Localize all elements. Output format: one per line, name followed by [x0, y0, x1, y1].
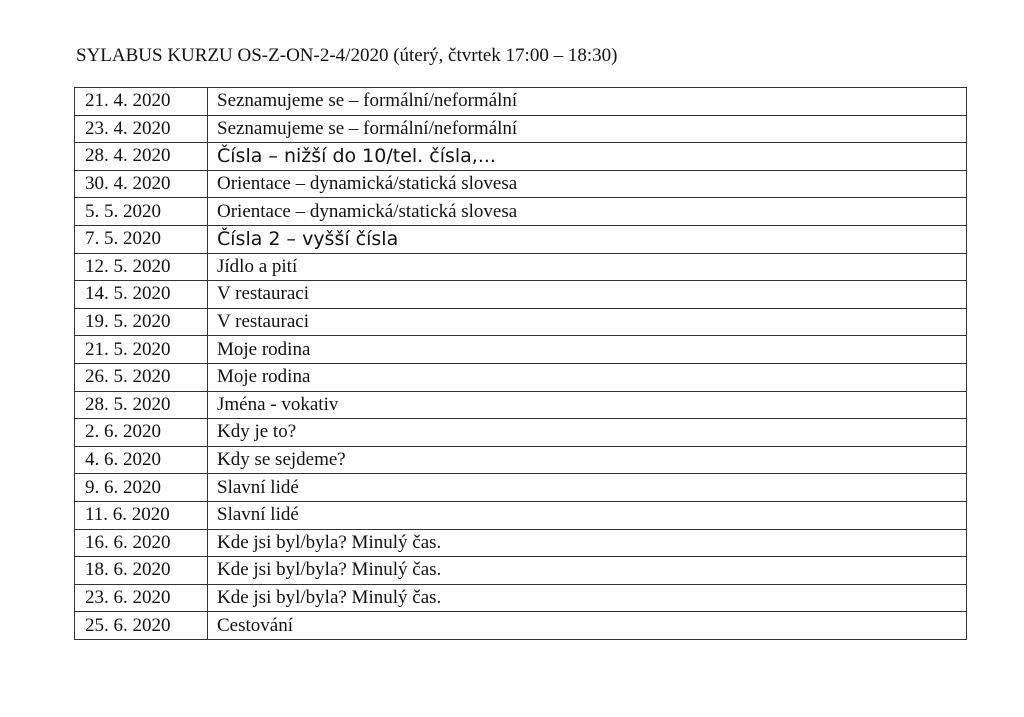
table-row: [75, 88, 967, 116]
session-topic: V restauraci: [208, 281, 967, 309]
table-row: [75, 336, 967, 364]
session-date: 12. 5. 2020: [75, 253, 208, 281]
table-row: [75, 391, 967, 419]
session-date: 16. 6. 2020: [75, 529, 208, 557]
session-date: 5. 5. 2020: [75, 198, 208, 226]
session-topic: Seznamujeme se – formální/neformální: [208, 115, 967, 143]
session-date: 30. 4. 2020: [75, 170, 208, 198]
table-row: [75, 363, 967, 391]
session-date: 14. 5. 2020: [75, 281, 208, 309]
page-title: SYLABUS KURZU OS-Z-ON-2-4/2020 (úterý, čtvrtek 17:00 – 18:30): [76, 45, 618, 66]
table-row: [75, 225, 967, 253]
table-row: [75, 557, 967, 585]
session-date: 19. 5. 2020: [75, 308, 208, 336]
session-topic: Kde jsi byl/byla? Minulý čas.: [208, 584, 967, 612]
session-date: 21. 4. 2020: [75, 88, 208, 116]
table-row: [75, 501, 967, 529]
session-date: 28. 4. 2020: [75, 143, 208, 171]
table-row: [75, 281, 967, 309]
session-topic: V restauraci: [208, 308, 967, 336]
session-topic: Orientace – dynamická/statická slovesa: [208, 170, 967, 198]
table-row: [75, 253, 967, 281]
session-topic: Čísla – nižší do 10/tel. čísla,...: [208, 143, 967, 171]
session-date: 28. 5. 2020: [75, 391, 208, 419]
table-row: [75, 584, 967, 612]
syllabus-table: [74, 87, 967, 640]
table-row: [75, 170, 967, 198]
session-date: 2. 6. 2020: [75, 419, 208, 447]
session-date: 23. 6. 2020: [75, 584, 208, 612]
table-row: [75, 529, 967, 557]
session-date: 25. 6. 2020: [75, 612, 208, 640]
session-topic: Moje rodina: [208, 363, 967, 391]
session-topic: Cestování: [208, 612, 967, 640]
session-date: 26. 5. 2020: [75, 363, 208, 391]
session-topic: Kdy se sejdeme?: [208, 446, 967, 474]
session-date: 23. 4. 2020: [75, 115, 208, 143]
table-row: [75, 143, 967, 171]
table-row: [75, 198, 967, 226]
session-date: 18. 6. 2020: [75, 557, 208, 585]
session-topic: Jména - vokativ: [208, 391, 967, 419]
session-date: 7. 5. 2020: [75, 225, 208, 253]
table-row: [75, 446, 967, 474]
session-date: 11. 6. 2020: [75, 501, 208, 529]
session-topic: Orientace – dynamická/statická slovesa: [208, 198, 967, 226]
session-topic: Seznamujeme se – formální/neformální: [208, 88, 967, 116]
session-topic: Kde jsi byl/byla? Minulý čas.: [208, 529, 967, 557]
session-topic: Kde jsi byl/byla? Minulý čas.: [208, 557, 967, 585]
session-date: 4. 6. 2020: [75, 446, 208, 474]
session-date: 21. 5. 2020: [75, 336, 208, 364]
session-topic: Kdy je to?: [208, 419, 967, 447]
table-row: [75, 612, 967, 640]
session-topic: Slavní lidé: [208, 501, 967, 529]
table-row: [75, 308, 967, 336]
table-row: [75, 474, 967, 502]
table-row: [75, 115, 967, 143]
session-topic: Jídlo a pití: [208, 253, 967, 281]
session-date: 9. 6. 2020: [75, 474, 208, 502]
session-topic: Slavní lidé: [208, 474, 967, 502]
table-row: [75, 419, 967, 447]
session-topic: Čísla 2 – vyšší čísla: [208, 225, 967, 253]
session-topic: Moje rodina: [208, 336, 967, 364]
